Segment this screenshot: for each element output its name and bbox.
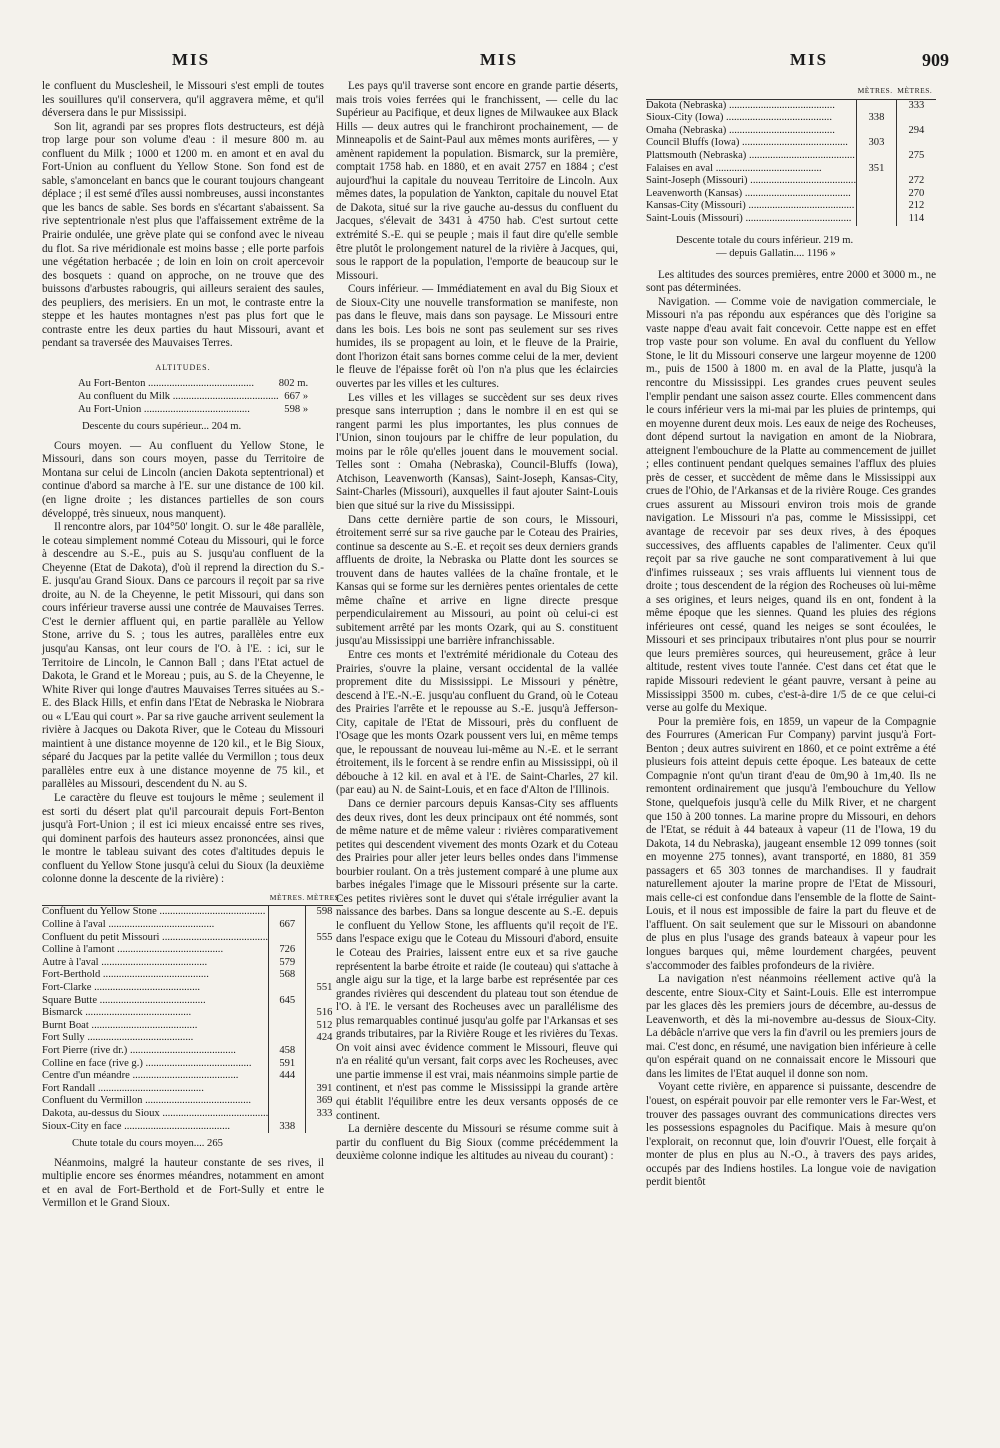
paragraph: Les altitudes des sources premières, entre 2000 et 3000 m., ne sont pas déterminées. xyxy=(646,268,936,295)
row-label: Omaha (Nebraska) ........................................ xyxy=(646,124,835,136)
row-label: Fort-Berthold ........................................ xyxy=(42,969,209,981)
table-row xyxy=(646,137,936,150)
table-row xyxy=(42,932,343,945)
table-row xyxy=(42,1032,343,1045)
row-value-a xyxy=(269,1095,306,1108)
row-value-a xyxy=(857,175,897,188)
row-value-b: 424 xyxy=(306,1032,343,1045)
table-row xyxy=(42,1045,343,1058)
table-row xyxy=(42,1070,343,1083)
row-value-b: 333 xyxy=(896,99,936,112)
column-left xyxy=(42,80,342,1211)
table-row xyxy=(42,944,343,957)
table-row xyxy=(42,1058,343,1071)
row-value-a: 568 xyxy=(269,969,306,982)
row-value-a: 726 xyxy=(269,944,306,957)
column-header: MÈTRES. xyxy=(269,891,306,906)
row-label: Confluent du Vermillon ........................................ xyxy=(42,1095,252,1107)
row-value-a: 444 xyxy=(269,1070,306,1083)
row-label: Dakota (Nebraska) ........................................ xyxy=(646,99,835,111)
paragraph: Navigation. — Comme voie de navigation commerciale, le Missouri n'a pas répondu aux espérances que dès l'origine sa vaste nappe d'eau avait fait concevoir. Cette nappe est en effet trop vaste pour son volume. En aval du confluent du Yellow Stone, le lit du Missouri conserve une largeur moyenne de 1200 m., puis de 1500 à 1800 m. en aval de la Platte, jusqu'à la rencontre du Mississippi. Les grandes crues peuvent seules l'emplir pendant une saison assez courte. Elles commencent dans le cours inférieur vers la mi-mai par les pluies de printemps, qui en moyenne durent deux mois. Les eaux de neige des Rocheuses, dont dépend surtout la navigation en amont de la Niobrara, atteignent l'embouchure de la Platte au commencement de juillet ; elles continuent pendant quelques semaines l'afflux des pluies près de cesser, et succèdent de même dans le Mississippi aux crues de l'Ohio, de l'Arkansas et de la rivière Rouge. Ces grandes crues assurent au Missouri environ trois mois de grande navigation. Le Missouri n'a pas, comme le Mississippi, cet avantage de recevoir par ses deux rives, à des époques successives, des affluents capables de l'alimenter. Ceux qu'il reçoit par sa rive gauche ne sont comparativement à lui que d'infimes ruisseaux ; ses vrais affluents lui viennent tous de droite ; tous descendent de la région des Rocheuses où lui-même a ses origines, et leurs neiges, quand ils en ont, fondent à la même époque que les siennes. Quand les pluies des régions inférieures ont cessé, quand les neiges se sont écoulées, le Missouri et ses principaux tributaires n'ont plus pour se nourrir que leurs premières sources, qui heureusement, grâce à leur altitude, restent vives toute l'année. C'est dans cet état que le rapide Missouri redevient le géant pauvre, versant à peine au Mississippi 3500 m. cubes, c'est-à-dire 1/5 de ce que celui-ci verse au golfe du Mexique. xyxy=(646,295,936,715)
row-value-b: 270 xyxy=(896,188,936,201)
row-value-a xyxy=(269,1020,306,1033)
row-value-b: 555 xyxy=(306,932,343,945)
paragraph: Son lit, agrandi par ses propres flots destructeurs, est déjà trop large pour son volume d'eau : il mesure 800 m. au confluent du Milk ; 1000 et 1200 m. en amont et en aval du Fort-Union au confluent du Yellow Stone. Son fond est de sable, s'amoncelant en bancs que le courant toujours changeant déplace ; il est semé d'îles aussi nombreuses, aussi inconstantes que les bancs de sable. Ses bords en s'écartant s'abaissent. Sa rive septentrionale n'est plus que l'affaissement extrême de la Prairie ondulée, une grève plate qui se confond avec le niveau du flot. Sa rive méridionale est moins basse ; elle porte parfois une végétation herbacée ; de loin en loin on croit apercevoir des bosquets : quand on approche, on ne trouve que des buissons d'arbustes rabougris, qui ailleurs seraient des saules, des peupliers, des merisiers. En un mot, le contraste entre la steppe et les hautes montagnes n'est pas plus fort que le contraste entre les deux parties du haut Missouri, avant et pendant sa traversée des Mauvaises Terres. xyxy=(42,120,324,350)
row-value-b: 516 xyxy=(306,1007,343,1020)
paragraph: Dans cette dernière partie de son cours, le Missouri, étroitement serré sur sa rive gauche par le Coteau des Prairies, continue sa descente au S.-E. et reçoit ses deux derniers grands affluents de droite, la Nebraska ou Platte dont les sources se trouvent dans de hautes vallées de la chaîne frontale, et le Kansas qui se forme sur les dernières pentes orientales de cette même chaîne et arrive en ligne directe presque perpendiculairement au Missouri, au point où celui-ci est subitement arrêté par les monts Ozark, qui au S. constituent jusqu'au Mississippi une barrière infranchissable. xyxy=(336,513,618,648)
table-row xyxy=(78,378,308,391)
column-right xyxy=(646,80,936,1190)
row-label: Saint-Louis (Missouri) ........................................ xyxy=(646,212,852,224)
row-label: Plattsmouth (Nebraska) ........................................ xyxy=(646,149,855,161)
table-row xyxy=(42,1095,343,1108)
row-label: Burnt Boat ........................................ xyxy=(42,1019,198,1031)
paragraph: Pour la première fois, en 1859, un vapeur de la Compagnie des Fourrures (American Fur Company) parvint jusqu'à Fort-Benton ; deux autres suivirent en 1860, et ce point extrême a été plusieurs fois atteint depuis cette époque. Les bateaux de cette Compagnie n'ont qu'un tirant d'eau de 0m,90 à 1m,40. Ils ne remontent ordinairement que jusqu'à l'embouchure du Yellow Stone, quelquefois jusqu'à celle du Milk River, et ne chargent que 150 à 200 tonnes. La marine propre du Missouri, en dehors de l'Etat, se réduit à 44 bateaux à vapeur (11 de l'Iowa, 19 du Dakota, 14 du Nebraska), jaugeant ensemble 12 099 tonnes (soit en moyenne 275 tonnes), avant transporté, en 1880, 81 359 passagers et 65 303 tonnes de marchandises. Il y faudrait naturellement ajouter la marine propre de l'Etat de Missouri, mais celle-ci est confondue dans l'ensemble de la flotte de Saint-Louis, et il nous est impossible de faire la part du fleuve et de l'affluent. On sait seulement que sur le Missouri on abandonne de plus en plus l'usage des grands bateaux à vapeur pour les longues barques qui, même lourdement chargées, peuvent s'accommoder des faibles profondeurs de la rivière. xyxy=(646,715,936,972)
paragraph: La navigation n'est néanmoins réellement active qu'à la descente, entre Sioux-City et Saint-Louis. Elle est interrompue par les glaces dès les premiers jours de décembre, au-dessus de Leavenworth, et dès la mi-novembre au-dessus de Sioux-City. La débâcle n'arrive que vers la fin d'avril ou les premiers jours de mai. C'est donc, en résumé, une navigation bien inférieure à celle qu'on espérait quand on ne connaissait encore le Missouri que dans les limites de l'Etat auquel il donne son nom. xyxy=(646,973,936,1080)
row-value-b: 275 xyxy=(896,150,936,163)
elevation-table-lower xyxy=(646,84,936,226)
running-head-right: MIS xyxy=(790,50,829,69)
column-header: MÈTRES. xyxy=(896,84,936,99)
paragraph: Cours inférieur. — Immédiatement en aval du Big Sioux et de Sioux-City une nouvelle transformation se manifeste, non pas dans le fleuve, mais dans son paysage. Le Missouri entre dans les bois. Les bois ne sont pas seulement sur ses rives humides, ils se propagent au loin, et le fleuve de la Prairie, dont l'horizon était sans bornes comme celui de la mer, devient le fleuve de l'épaisse forêt où l'on n'a plus que les éclaircies ouvertes par les villes et les cultures. xyxy=(336,283,618,391)
row-label: Fort Pierre (rive dr.) ........................................ xyxy=(42,1044,236,1056)
row-value-a xyxy=(857,188,897,201)
row-label: Sioux-City en face ........................................ xyxy=(42,1120,231,1132)
row-label: Leavenworth (Kansas) ........................................ xyxy=(646,187,851,199)
row-value-b: 333 xyxy=(306,1108,343,1121)
altitudes-table xyxy=(78,378,308,416)
row-label: Au Fort-Benton ........................................ xyxy=(78,378,254,390)
paragraph: Néanmoins, malgré la hauteur constante de ses rives, il multiplie encore ses énormes méandres, notamment en amont et en aval de Fort-Berthold et de Fort-Sully et entre le Vermillon et le Grand Sioux. xyxy=(42,1156,324,1210)
table-row xyxy=(42,919,343,932)
row-label: Confluent du petit Missouri ........................................ xyxy=(42,931,268,943)
table-row xyxy=(42,957,343,970)
row-value-a xyxy=(857,99,897,112)
row-label: Dakota, au-dessus du Sioux ........................................ xyxy=(42,1107,269,1119)
row-label: Au confluent du Milk ........................................ xyxy=(78,391,279,403)
running-head-center: MIS xyxy=(480,50,519,69)
table-row xyxy=(646,99,936,112)
row-value: 598 » xyxy=(284,403,309,415)
paragraph: Entre ces monts et l'extrémité méridionale du Coteau des Prairies, s'ouvre la plaine, versant occidental de la vallée proprement dite du Mississippi. Le Missouri y pénètre, descend à l'E.-N.-E. jusqu'au confluent du Grand, où le Coteau des Prairies l'arrête et le repousse au S.-E. jusqu'à Jefferson-City, capitale de l'Etat de Missouri, près du confluent de l'Osage que les monts Ozark poussent vers lui, en même temps que, le repoussant de nouveau lui-même au N.-E. et le serrant étroitement, ils le forcent à se rendre enfin au Mississippi, où il débouche à 12 kil. en aval et à l'E. de Saint-Charles, 27 kil. (par eau) au N. de Saint-Louis, et en face d'Alton de l'Illinois. xyxy=(336,648,618,797)
row-label: Kansas-City (Missouri) ........................................ xyxy=(646,200,855,212)
column-header: MÈTRES. xyxy=(306,891,343,906)
table-row xyxy=(42,1083,343,1096)
row-value-a xyxy=(857,213,897,226)
row-value-a xyxy=(857,150,897,163)
table-sum: Descente totale du cours inférieur. 219 m. xyxy=(676,234,854,246)
row-value-b: 369 xyxy=(306,1095,343,1108)
row-label: Sioux-City (Iowa) ........................................ xyxy=(646,112,832,124)
table-row xyxy=(646,200,936,213)
table-sum: Chute totale du cours moyen.... 265 xyxy=(72,1138,223,1150)
paragraph: Les pays qu'il traverse sont encore en grande partie déserts, mais trois voies ferrées qui le franchissent, — celle du lac Supérieur au Pacifique, et deux lignes de Milwaukee aux Black Hills — deux autres qui le franchiront prochainement, — de Minneapolis et de Saint-Paul aux mêmes monts aurifères, — y amènent rapidement la population. Bismarck, sur la première, comptait 1758 hab. en 1880, et en avait 2757 en 1884 ; c'est aujourd'hui la capitale du nouveau Territoire de Lincoln. Aux mêmes dates, la population de Yankton, capitale du nouvel Etat de Dakota, situé sur la rive gauche au-dessus du confluent du Jacques, s'élevait de 3431 à 4750 hab. C'est surtout cette extrémité S.-E. qui se peuple ; mais il faut dire qu'elle semble être plutôt le prolongement naturel de la rivière à Jacques, qui, sous le rapport de la population, l'emporte de beaucoup sur le Missouri. xyxy=(336,80,618,282)
row-value: 802 m. xyxy=(278,378,309,390)
paragraph: Le caractère du fleuve est toujours le même ; seulement il est sorti du désert plat qu'il parcourait depuis Fort-Benton jusqu'à Fort-Union ; il est ici mieux encaissé entre ses rives, qui dominent parfois des hauteurs assez prononcées, ainsi que le montre le tableau suivant des cotes d'altitudes depuis le confluent du Yellow Stone jusqu'à celui du Sioux (la deuxième colonne donne la descente de la rivière) : xyxy=(42,792,324,886)
row-value-a: 591 xyxy=(269,1058,306,1071)
row-label: Centre d'un méandre ........................................ xyxy=(42,1070,239,1082)
row-value-a: 579 xyxy=(269,957,306,970)
row-label: Autre à l'aval ........................................ xyxy=(42,956,208,968)
table-row xyxy=(646,163,936,176)
table-row xyxy=(42,969,343,982)
row-label: Fort Randall ........................................ xyxy=(42,1082,204,1094)
row-value-a: 351 xyxy=(857,163,897,176)
table-row xyxy=(42,995,343,1008)
row-value-a xyxy=(269,1007,306,1020)
row-value-a xyxy=(269,1083,306,1096)
row-value-b: 598 xyxy=(306,906,343,919)
row-value-a: 338 xyxy=(269,1121,306,1134)
row-label: Colline à l'aval ........................................ xyxy=(42,919,215,931)
altitudes-heading: ALTITUDES. xyxy=(155,362,211,372)
row-value-b xyxy=(896,163,936,176)
row-value-a xyxy=(269,1032,306,1045)
table-row xyxy=(42,1121,343,1134)
row-label: Colline à l'amont ........................................ xyxy=(42,944,224,956)
table-row xyxy=(78,391,308,404)
row-value-b: 551 xyxy=(306,982,343,995)
row-label: Fort Sully ........................................ xyxy=(42,1032,194,1044)
row-value-b xyxy=(896,137,936,150)
row-value-b: 391 xyxy=(306,1083,343,1096)
row-value-a xyxy=(269,982,306,995)
row-label: Au Fort-Union ........................................ xyxy=(78,403,250,415)
row-value-a: 645 xyxy=(269,995,306,1008)
page-number: 909 xyxy=(922,50,949,70)
row-label: Colline en face (rive g.) ........................................ xyxy=(42,1057,252,1069)
row-value-a xyxy=(857,125,897,138)
table-row xyxy=(42,1108,343,1121)
table-row xyxy=(42,1007,343,1020)
table-row xyxy=(646,188,936,201)
row-value-b: 212 xyxy=(896,200,936,213)
row-value: 667 » xyxy=(284,391,309,403)
running-head-left: MIS xyxy=(172,50,211,69)
row-label: Confluent du Yellow Stone ........................................ xyxy=(42,906,266,918)
row-value-a: 667 xyxy=(269,919,306,932)
row-value-b xyxy=(896,112,936,125)
table-row xyxy=(42,906,343,919)
row-value-a xyxy=(269,932,306,945)
row-value-a xyxy=(269,1108,306,1121)
column-center xyxy=(336,80,618,1164)
paragraph: Les villes et les villages se succèdent sur ses deux rives presque sans interruption ; dans le nombre il en est qui se rangent parmi les plus importantes, les plus connues de l'Union, sinon toujours par le chiffre de leur population, du moins par le rôle qu'elles jouent dans le mouvement social. Telles sont : Omaha (Nebraska), Council-Bluffs (Iowa), Atchison, Leavenworth (Kansas), Saint-Joseph, Kansas-City, Saint-Charles (Missouri), auxquelles il faut ajouter Saint-Louis bien que situé sur la rive du Mississippi. xyxy=(336,391,618,512)
altitudes-sum: Descente du cours supérieur... 204 m. xyxy=(82,421,242,433)
table-row xyxy=(646,112,936,125)
row-label: Falaises en aval ........................................ xyxy=(646,162,822,174)
table-row xyxy=(646,125,936,138)
table-row xyxy=(78,404,308,417)
table-row xyxy=(646,213,936,226)
row-value-a xyxy=(269,906,306,919)
table-row xyxy=(646,175,936,188)
row-value-a: 338 xyxy=(857,112,897,125)
table-row xyxy=(42,982,343,995)
table-sum-2: — depuis Gallatin.... 1196 » xyxy=(716,248,836,260)
paragraph: La dernière descente du Missouri se résume comme suit à partir du confluent du Big Sioux (comme précédemment la deuxième colonne indique les altitudes au niveau du courant) : xyxy=(336,1123,618,1163)
row-value-b: 272 xyxy=(896,175,936,188)
row-label: Bismarck ........................................ xyxy=(42,1007,192,1019)
paragraph: Cours moyen. — Au confluent du Yellow Stone, le Missouri, dans son cours moyen, passe du Territoire de Montana sur celui de Lincoln (ancien Dakota septentrional) et continue d'abord sa marche à l'E. sur une distance de 100 kil. (en ligne droite ; les distances partielles de son cours développé, très sinueux, nous manquent). xyxy=(42,439,324,520)
row-value-b: 114 xyxy=(896,213,936,226)
column-header: MÈTRES. xyxy=(857,84,897,99)
paragraph: Voyant cette rivière, en apparence si puissante, descendre de l'ouest, on espérait pouvoir par elle remonter vers le Far-West, et trouver des passages ouvrant des communications directes vers les possessions espagnoles du Pacifique. Mais à mesure qu'on l'explorait, on reconnut que, loin d'ouvrir l'Ouest, elle forçait à monter de plus en plus au N.-O., à travers des pays arides, occupés par des Indiens hostiles. La longue voie de navigation perdit bientôt xyxy=(646,1081,936,1189)
paragraph: le confluent du Musclesheil, le Missouri s'est empli de toutes les souillures qu'il conservera, qu'il aggravera même, et qu'il déversera dans le pur Mississipi. xyxy=(42,80,324,120)
row-value-a: 458 xyxy=(269,1045,306,1058)
row-label: Saint-Joseph (Missouri) ........................................ xyxy=(646,175,857,187)
row-label: Council Bluffs (Iowa) ........................................ xyxy=(646,137,848,149)
row-label: Fort-Clarke ........................................ xyxy=(42,982,201,994)
table-row xyxy=(646,150,936,163)
row-value-b: 512 xyxy=(306,1020,343,1033)
paragraph: Dans ce dernier parcours depuis Kansas-City ses affluents des deux rives, dont les deux principaux ont été nommés, sont de même nature et de même valeur : rivières comparativement petites qui descendent vivement des monts Ozark et du Coteau des Prairies pour aller jeter leurs belles ondes dans l'immense bourbier roulant. On a très justement comparé à une plume aux barbes inégales l'image que le Missouri présente sur la carte. Ces petites rivières sont le duvet qui s'étale irrégulier avant la naissance des barbes. Dans sa longue descente au S.-E. depuis le confluent du Yellow Stone, les affluents qu'il reçoit de l'E. dans l'espace exigu que le Coteau du Missouri d'abord, ensuite le Coteau des Prairies, laissent entre eux et sa rive gauche représentent la barbe étroite et raide (le couteau) qui s'attache à angle aigu sur la tige, et la large barbe est représentée par ces grandes rivières qui descendent du plateau tout son étendue de l'O. à l'E. le versant des Rocheuses avec un parallélisme des plus remarquables continué jusqu'au golfe par l'Arkansas et ses grands tributaires, par la Rivière Rouge et les rivières du Texas. On voit ainsi avec évidence comment le Missouri, fleuve qui n'a en réalité qu'un versant, fait corps avec les Rocheuses, avec une partie immense il est vrai, mais néanmoins simple partie de continent, et n'est pas comme le Mississippi la grande artère qui établit l'équilibre entre les deux versants opposés de ce continent. xyxy=(336,797,618,1122)
row-value-a: 303 xyxy=(857,137,897,150)
table-row xyxy=(42,1020,343,1033)
row-value-a xyxy=(857,200,897,213)
paragraph: Il rencontre alors, par 104°50' longit. O. sur le 48e parallèle, le coteau simplement nommé Coteau du Missouri, qui le force à descendre au S.-E., puis au S. jusqu'au confluent de la Cheyenne (Etat de Dakota), d'où il reprend la direction du S.-E. jusqu'au Grand Sioux. Dans ce parcours il reçoit par sa rive droite, au N. de la Cheyenne, le petit Missouri, qui dans son cours inférieur traverse aussi une contrée de Mauvaises Terres. C'est le dernier affluent qui, en partie parallèle au Yellow Stone, arrive du S. ; tous les autres, parallèles entre eux jusqu'au Kansas, ont leur cours de l'O. à l'E. : ici, sur le Territoire de Lincoln, le Cannon Ball ; dans l'Etat actuel de Dakota, le Grand et le Moreau ; puis, au S. de la Cheyenne, le White River qui longe d'autres Mauvaises Terres situées au S.-E. des Black Hills, et enfin dans l'Etat de Nebraska le Niobrara ou « L'Eau qui court ». Par sa rive gauche arrivent seulement la rivière à Jacques ou Dakota River, que le Coteau du Missouri maintient à une distance moyenne de 120 kil., et le Big Sioux, séparé du Jacques par la petite vallée du Vermillon ; tous deux parallèles entre eux à une distance moyenne de 75 kil., et parallèles au Missouri, descendent du N. au S. xyxy=(42,521,324,791)
row-label: Square Butte ........................................ xyxy=(42,994,206,1006)
elevation-table xyxy=(42,891,343,1133)
row-value-b: 294 xyxy=(896,125,936,138)
